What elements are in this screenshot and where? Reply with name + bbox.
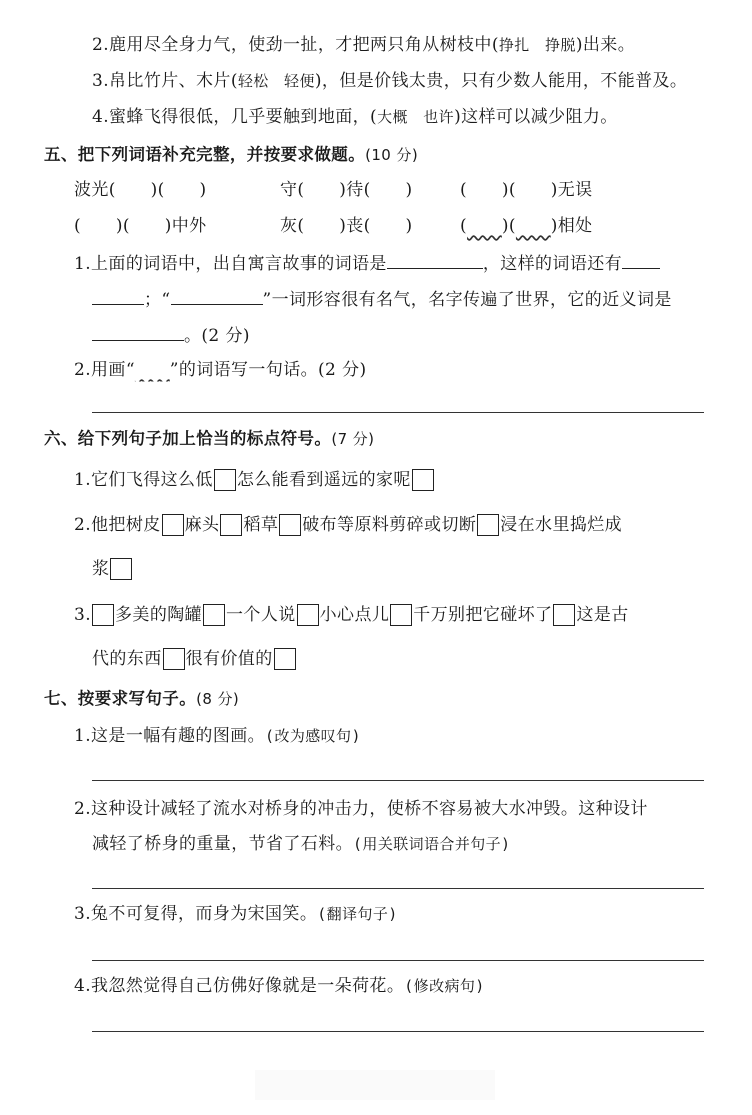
s6-q2-seg-4: 破布等原料剪碎或切断 (302, 515, 477, 535)
s6-q1-box-1[interactable] (214, 469, 236, 491)
s7-q3-answer-line[interactable] (92, 960, 704, 961)
s7-q3-text: 3.兔不可复得，而身为宋国笑。 (74, 904, 318, 924)
s7-q2-line-1 (74, 797, 648, 821)
section-5-heading (44, 143, 418, 167)
s6-q3-line-2 (92, 647, 297, 671)
s7-q2-answer-line[interactable] (92, 888, 704, 889)
s6-q2-seg-2: 麻头 (184, 515, 220, 535)
s7-q2-text-1: 2.这种设计减轻了流水对桥身的冲击力，使桥不容易被大水冲毁。这种设计 (74, 799, 648, 819)
s5-q1-line-2 (92, 286, 672, 312)
s5-q1-text-a: 1.上面的词语中，出自寓言故事的词语是 (74, 254, 387, 274)
section-7-heading (44, 687, 239, 711)
s6-q3-seg-1: 3. (74, 605, 92, 625)
s5-q2-text-b: ”的词语写一句话。(2 分) (169, 360, 367, 380)
s6-q2-box-1[interactable] (162, 514, 184, 536)
prev-question-4 (92, 105, 618, 129)
s6-q2-box-3[interactable] (279, 514, 301, 536)
s7-q1-answer-line[interactable] (92, 780, 704, 781)
s6-q3-seg-7: 代的东西 (92, 649, 162, 669)
s6-q2-line-1 (74, 513, 622, 537)
s6-q2-box-4[interactable] (477, 514, 499, 536)
prev-question-3 (92, 69, 687, 93)
s6-q3-box-2[interactable] (203, 604, 225, 626)
s5-word-5[interactable]: 灰( )丧( ) (280, 216, 413, 236)
s5-word-3[interactable]: ( )( )无误 (460, 180, 593, 200)
s5-q1-blank-1[interactable] (387, 250, 483, 269)
s5-word-6-end: )相处 (550, 216, 593, 236)
s5-q1-text-d: ”一词形容很有名气，名字传遍了世界，它的近义词是 (262, 290, 672, 310)
s5-q1-blank-2a[interactable] (622, 250, 660, 269)
s5-word-6[interactable] (460, 214, 593, 238)
section-7-title: 七、按要求写句子。 (44, 689, 197, 708)
s5-word-4[interactable]: ( )( )中外 (74, 216, 207, 236)
s6-q3-seg-4: 小心点儿 (319, 605, 390, 625)
page-footer-shade (255, 1070, 495, 1100)
s6-q3-box-7[interactable] (274, 648, 296, 670)
s6-q1-seg-2: 怎么能看到遥远的家呢 (236, 470, 411, 490)
s7-q2-text-2: 减轻了桥身的重量，节省了石料。 (92, 834, 353, 854)
s6-q3-box-4[interactable] (390, 604, 412, 626)
s6-q1-line (74, 468, 435, 492)
s5-word-6-blank-2[interactable] (516, 216, 551, 236)
s6-q2-seg-1: 2.他把树皮 (74, 515, 161, 535)
s7-q4-answer-line[interactable] (92, 1031, 704, 1032)
s6-q3-seg-2: 多美的陶罐 (115, 605, 203, 625)
s6-q2-seg-3: 稻草 (243, 515, 279, 535)
prev-q2-end: )出来。 (575, 35, 636, 55)
section-6-title: 六、给下列句子加上恰当的标点符号。 (44, 429, 332, 448)
s5-words-row-2 (74, 214, 593, 238)
s6-q2-seg-6: 浆 (92, 559, 110, 579)
s7-q1-requirement: (改为感叹句) (265, 727, 361, 745)
section-6-heading (44, 427, 374, 451)
prev-q3-options: 轻松 轻便 (237, 72, 315, 90)
s5-q2-wavy-mark (135, 360, 170, 380)
section-7-points: (8 分) (196, 690, 240, 708)
s5-word-1[interactable]: 波光( )( ) (74, 180, 207, 200)
s5-q1-blank-4[interactable] (92, 322, 184, 341)
s6-q3-seg-8: 很有价值的 (185, 649, 273, 669)
prev-q2-options: 挣扎 挣脱 (498, 36, 576, 54)
s5-words-row-1 (74, 178, 593, 202)
s5-q1-text-e: 。(2 分) (184, 326, 250, 346)
s6-q3-box-6[interactable] (163, 648, 185, 670)
s7-q1-line (74, 724, 361, 748)
s6-q2-seg-5: 浸在水里捣烂成 (500, 515, 623, 535)
section-5-points: (10 分) (365, 146, 419, 164)
s7-q4-line (74, 974, 485, 998)
s5-q1-line-1 (74, 250, 660, 276)
s7-q2-requirement: (用关联词语合并句子) (353, 835, 511, 853)
s6-q3-box-3[interactable] (297, 604, 319, 626)
prev-question-2 (92, 33, 635, 57)
s6-q3-box-5[interactable] (553, 604, 575, 626)
s6-q3-seg-3: 一个人说 (226, 605, 296, 625)
s6-q3-seg-6: 这是古 (576, 605, 629, 625)
s5-word-6-open: ( (460, 216, 468, 236)
s6-q3-box-1[interactable] (92, 604, 114, 626)
s5-word-6-mid: )( (501, 216, 516, 236)
s6-q3-seg-5: 千万别把它碰坏了 (413, 605, 553, 625)
prev-q2-text: 2.鹿用尽全身力气，使劲一扯，才把两只角从树枝中( (92, 35, 499, 55)
prev-q3-text: 3.帛比竹片、木片( (92, 71, 238, 91)
prev-q3-end: )，但是价钱太贵，只有少数人能用，不能普及。 (314, 71, 688, 91)
s7-q4-requirement: (修改病句) (404, 977, 485, 995)
section-6-points: (7 分) (331, 430, 375, 448)
s6-q1-box-2[interactable] (412, 469, 434, 491)
s5-word-2[interactable]: 守( )待( ) (280, 180, 413, 200)
section-5-title: 五、把下列词语补充完整，并按要求做题。 (44, 145, 366, 164)
s6-q2-line-2 (92, 557, 133, 581)
prev-q4-options: 大概 也许 (377, 108, 455, 126)
s6-q2-box-5[interactable] (110, 558, 132, 580)
s6-q1-seg-1: 1.它们飞得这么低 (74, 470, 213, 490)
s6-q2-box-2[interactable] (220, 514, 242, 536)
s6-q3-line-1 (74, 603, 629, 627)
s5-q1-text-c: ；“ (144, 290, 171, 310)
s5-q1-blank-2b[interactable] (92, 286, 144, 305)
s5-q1-text-b: ，这样的词语还有 (482, 254, 623, 274)
s7-q4-text: 4.我忽然觉得自己仿佛好像就是一朵荷花。 (74, 976, 405, 996)
s7-q3-requirement: (翻译句子) (317, 905, 398, 923)
s7-q1-text: 1.这是一幅有趣的图画。 (74, 726, 266, 746)
s5-q2-answer-line[interactable] (92, 412, 704, 413)
s5-word-6-blank-1[interactable] (467, 216, 502, 236)
s5-q1-blank-3[interactable] (171, 286, 263, 305)
s7-q2-line-2 (92, 832, 510, 856)
s5-q1-line-3 (92, 322, 250, 348)
s5-q2-text-a: 2.用画“ (74, 360, 135, 380)
s5-q2-line (74, 358, 367, 382)
prev-q4-end: )这样可以减少阻力。 (454, 107, 618, 127)
s7-q3-line (74, 902, 398, 926)
prev-q4-text: 4.蜜蜂飞得很低，几乎要触到地面，( (92, 107, 378, 127)
